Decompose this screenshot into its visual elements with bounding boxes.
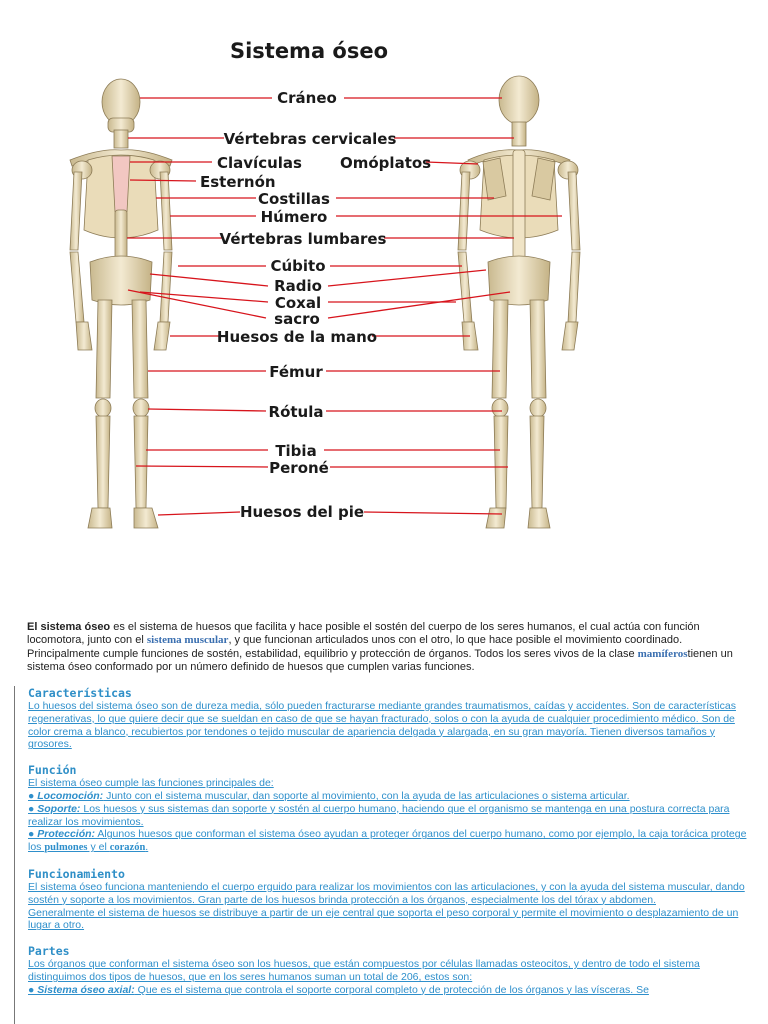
- label-coxal: Coxal: [274, 294, 322, 312]
- section-funcion: [28, 763, 754, 855]
- section-partes: [28, 944, 754, 996]
- funcion-intro[interactable]: El sistema óseo cumple las funciones principales de:: [28, 777, 274, 790]
- soporte-text: Los huesos y sus sistemas dan soporte y sostén al cuerpo humano, haciendo que el organismo se mantenga en una postura correcta para realizar los movimientos.: [28, 802, 730, 828]
- heading-funcion: Función: [28, 763, 77, 778]
- label-radio: Radio: [274, 277, 322, 295]
- label-tibia: Tibia: [275, 442, 317, 460]
- partes-axial[interactable]: [28, 984, 754, 997]
- article-body: [14, 686, 754, 1024]
- intro-bold-lead: El sistema óseo: [27, 621, 111, 633]
- figure-title: Sistema óseo: [229, 39, 389, 63]
- label-humero: Húmero: [260, 208, 328, 226]
- label-esternon: Esternón: [200, 173, 276, 191]
- axial-label: ● Sistema óseo axial:: [28, 983, 135, 996]
- proteccion-mid: y el: [87, 841, 110, 854]
- label-huesos-mano: Huesos de la mano: [216, 328, 378, 346]
- label-sacro: sacro: [274, 310, 320, 328]
- section-caracteristicas: [28, 686, 754, 751]
- intro-text-1: es el sistema de huesos que facilita y hace posible el sostén del cuerpo de los seres humanos, el cual actúa con función locomotora, junto con el: [27, 621, 700, 647]
- label-femur: Fémur: [269, 363, 323, 381]
- funcionamiento-text-1[interactable]: El sistema óseo funciona manteniendo el cuerpo erguido para realizar los movimientos con las articulaciones, y con la ayuda del sistema muscular, dando sostén y soporte a los movimientos. Gran parte de los huesos brinda protección a los órganos, especialmente los del tórax y abdomen.: [28, 880, 745, 906]
- label-perone: Peroné: [269, 459, 329, 477]
- link-pulmones[interactable]: pulmones: [44, 842, 88, 854]
- proteccion-text: Algunos huesos que conforman el sistema óseo ayudan a proteger órganos del cuerpo humano, como por ejemplo, la caja torácica protege los: [28, 828, 747, 854]
- proteccion-label: ● Protección:: [28, 828, 96, 841]
- link-corazon[interactable]: corazón: [109, 842, 146, 854]
- intro-text-2: , y que funcionan articulados unos con el otro, lo que hace posible el movimiento coordinado. Principalmente cumple funciones de sostén, estabilidad, equilibrio y protección de órganos. Todos los seres vivos de la clase: [27, 634, 683, 660]
- label-vertebras-cervicales: Vértebras cervicales: [223, 130, 397, 148]
- label-vertebras-lumbares: Vértebras lumbares: [219, 230, 387, 248]
- partes-text[interactable]: Los órganos que conforman el sistema óseo son los huesos, que están compuestos por células llamadas osteocitos, y dentro de todo el sistema distinguimos dos tipos de huesos, que en los seres humanos suman un total de 206, estos son:: [28, 958, 700, 983]
- heading-caracteristicas: Características: [28, 686, 132, 700]
- proteccion-end: .: [145, 841, 149, 854]
- soporte-label: ● Soporte:: [28, 802, 81, 815]
- link-mamiferos[interactable]: mamíferos: [637, 647, 688, 660]
- heading-funcionamiento: Funcionamiento: [28, 866, 125, 881]
- funcionamiento-text-2[interactable]: Generalmente el sistema de huesos se distribuye a partir de un eje central que soporta el peso corporal y permite el movimiento o desplazamiento de un lugar a otro.: [28, 906, 739, 932]
- label-claviculas: Clavículas: [217, 154, 302, 172]
- intro-paragraph: [27, 621, 743, 675]
- label-costillas: Costillas: [258, 190, 330, 208]
- funcion-soporte[interactable]: [28, 803, 754, 829]
- locomocion-label: ● Locomoción:: [28, 789, 104, 802]
- label-craneo: Cráneo: [277, 89, 337, 107]
- funcion-proteccion[interactable]: [28, 828, 754, 855]
- heading-partes: Partes: [28, 944, 70, 959]
- label-cubito: Cúbito: [270, 257, 326, 275]
- funcion-locomocion[interactable]: [28, 790, 754, 803]
- label-rotula: Rótula: [268, 403, 324, 421]
- skeleton-back: [458, 76, 580, 528]
- intro-text-3: tienen un sistema óseo conformado por un número definido de huesos que cumplen varias funciones.: [27, 647, 733, 674]
- axial-text: Que es el sistema que controla el soporte corporal completo y de protección de los órganos y las vísceras. Se: [134, 983, 649, 996]
- label-huesos-pie: Huesos del pie: [239, 503, 365, 521]
- locomocion-text: Junto con el sistema muscular, dan soporte al movimiento, con la ayuda de las articulaciones o sistema articular.: [103, 789, 630, 802]
- skeleton-front: [70, 79, 172, 528]
- link-sistema-muscular[interactable]: sistema muscular: [146, 634, 229, 647]
- section-funcionamiento: [28, 867, 754, 932]
- caracteristicas-text[interactable]: Lo huesos del sistema óseo son de dureza media, sólo pueden fracturarse mediante grandes traumatismos, caídas y accidentes. Son de características regenerativas, lo que quiere decir que se sueldan en caso de que se hayan fracturado, solos o con la ayuda de cualquier procedimiento médico. Son de color crema a blanco, recubiertos por tendones o tejido muscular de apariencia delgada y alargada, en su gran mayoría. Tienen diversos tamaños y grosores.: [28, 700, 736, 751]
- label-omoplatos: Omóplatos: [340, 154, 432, 172]
